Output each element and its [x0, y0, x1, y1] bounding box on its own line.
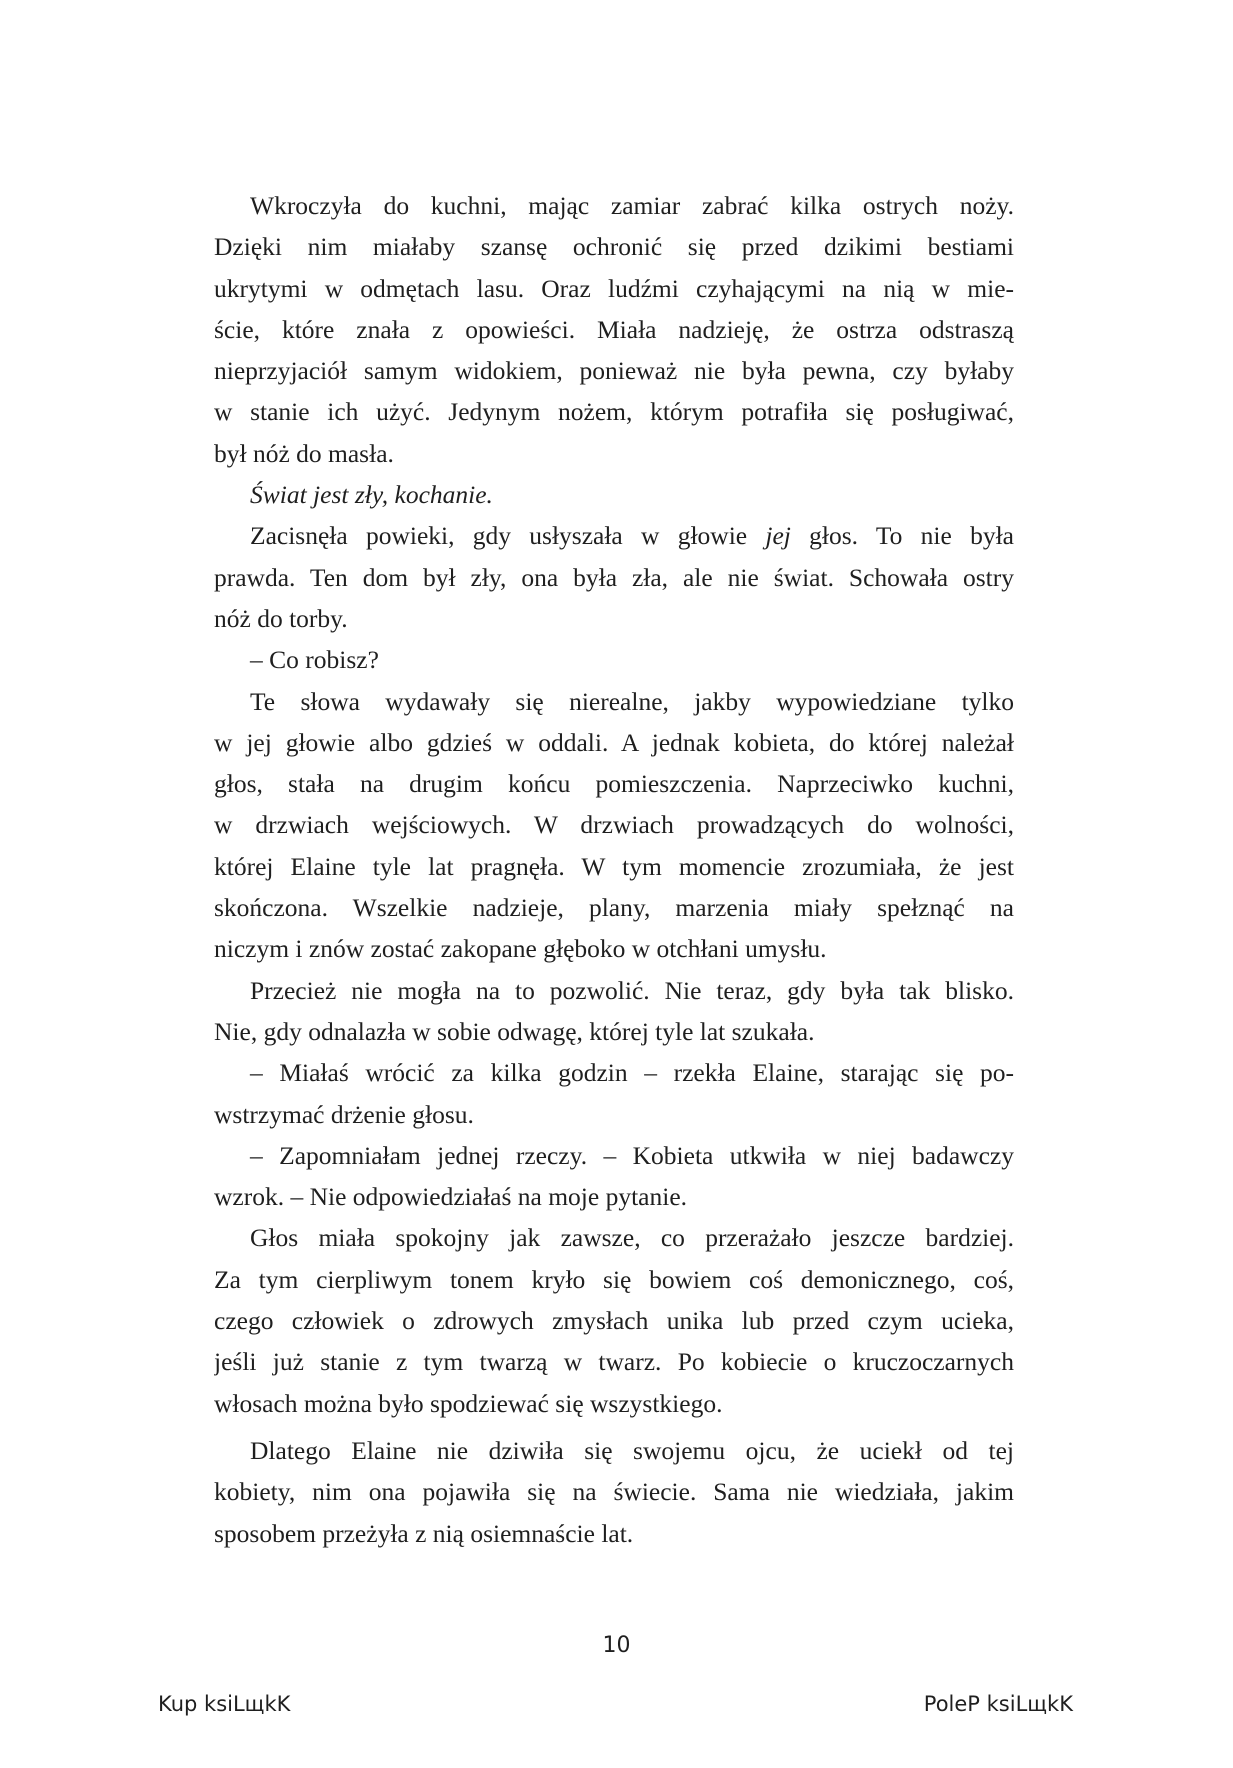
text-line: był nóż do masła.	[214, 438, 394, 468]
text-run: głos. To nie była	[790, 521, 1014, 551]
text-line: Za tym cierpliwym tonem kryło się bowiem coś demonicznego, coś,	[214, 1264, 1014, 1294]
text-line: w drzwiach wejściowych. W drzwiach prowadzących do wolności,	[214, 810, 1014, 840]
text-line: Głos miała spokojny jak zawsze, co przerażało jeszcze bardziej.	[250, 1223, 1014, 1253]
text-line: Wkroczyła do kuchni, mając zamiar zabrać kilka ostrych noży.	[250, 191, 1014, 220]
text-line: Te słowa wydawały się nierealne, jakby wypowiedziane tylko	[250, 686, 1014, 716]
text-line: – Miałaś wrócić za kilka godzin – rzekła Elaine, starając się po-	[250, 1058, 1014, 1088]
text-line: – Co robisz?	[250, 645, 379, 675]
page-number: 10	[602, 1633, 631, 1658]
footer-buy-book-link[interactable]: Kup ksiLщkK	[158, 1692, 291, 1716]
emphasis-text: jej	[765, 521, 791, 551]
text-line: nieprzyjaciół samym widokiem, ponieważ nie była pewna, czy byłaby	[214, 356, 1014, 386]
text-line: prawda. Ten dom był zły, ona była zła, ale nie świat. Schowała ostry	[214, 562, 1014, 592]
text-line: ście, które znała z opowieści. Miała nadzieję, że ostrza odstraszą	[214, 314, 1014, 344]
text-line: Przecież nie mogła na to pozwolić. Nie teraz, gdy była tak blisko.	[250, 975, 1014, 1005]
text-line: nóż do torby.	[214, 603, 348, 633]
text-line: w jej głowie albo gdzieś w oddali. A jednak kobieta, do której należał	[214, 727, 1014, 757]
text-line: Dzięki nim miałaby szansę ochronić się przed dzikimi bestiami	[214, 232, 1014, 262]
text-line: jeśli już stanie z tym twarzą w twarz. Po kobiecie o kruczoczarnych	[214, 1347, 1014, 1377]
text-line: włosach można było spodziewać się wszystkiego.	[214, 1388, 723, 1418]
paragraph	[214, 515, 1014, 639]
text-line: Nie, gdy odnalazła w sobie odwagę, której tyle lat szukała.	[214, 1016, 815, 1046]
text-line: kobiety, nim ona pojawiła się na świecie. Sama nie wiedziała, jakim	[214, 1477, 1014, 1507]
text-line: Świat jest zły, kochanie.	[250, 480, 493, 510]
paragraph	[214, 185, 1014, 474]
paragraph	[214, 681, 1014, 970]
paragraph	[214, 1430, 1014, 1554]
text-line: ukrytymi w odmętach lasu. Oraz ludźmi czyhającymi na nią w mie-	[214, 273, 1014, 303]
text-line: Dlatego Elaine nie dziwiła się swojemu ojcu, że uciekł od tej	[250, 1435, 1014, 1465]
paragraph	[214, 970, 1014, 1053]
text-line: czego człowiek o zdrowych zmysłach unika lub przed czym ucieka,	[214, 1306, 1014, 1336]
paragraph-dialogue	[214, 1052, 1014, 1135]
text-run: Zacisnęła powieki, gdy usłyszała w głowie	[250, 521, 766, 551]
footer-recommend-book-link[interactable]: PoleP ksiLщkK	[923, 1692, 1073, 1716]
text-line: – Zapomniałam jednej rzeczy. – Kobieta utkwiła w niej badawczy	[250, 1140, 1014, 1170]
paragraph-dialogue	[214, 639, 1014, 680]
text-line: wzrok. – Nie odpowiedziałaś na moje pytanie.	[214, 1182, 688, 1212]
text-line: głos, stała na drugim końcu pomieszczenia. Naprzeciwko kuchni,	[214, 769, 1014, 799]
body-text	[214, 185, 1014, 1554]
text-line: której Elaine tyle lat pragnęła. W tym momencie zrozumiała, że jest	[214, 851, 1014, 881]
text-line: wstrzymać drżenie głosu.	[214, 1099, 474, 1129]
text-line: niczym i znów zostać zakopane głęboko w otchłani umysłu.	[214, 934, 827, 964]
text-line: w stanie ich użyć. Jedynym nożem, którym potrafiła się posługiwać,	[214, 397, 1014, 427]
text-line: sposobem przeżyła z nią osiemnaście lat.	[214, 1518, 634, 1548]
text-line: skończona. Wszelkie nadzieje, plany, marzenia miały spełznąć na	[214, 893, 1014, 923]
paragraph-dialogue	[214, 1135, 1014, 1218]
text-line	[214, 515, 1014, 556]
paragraph	[214, 1217, 1014, 1423]
paragraph-italic	[214, 474, 1014, 515]
